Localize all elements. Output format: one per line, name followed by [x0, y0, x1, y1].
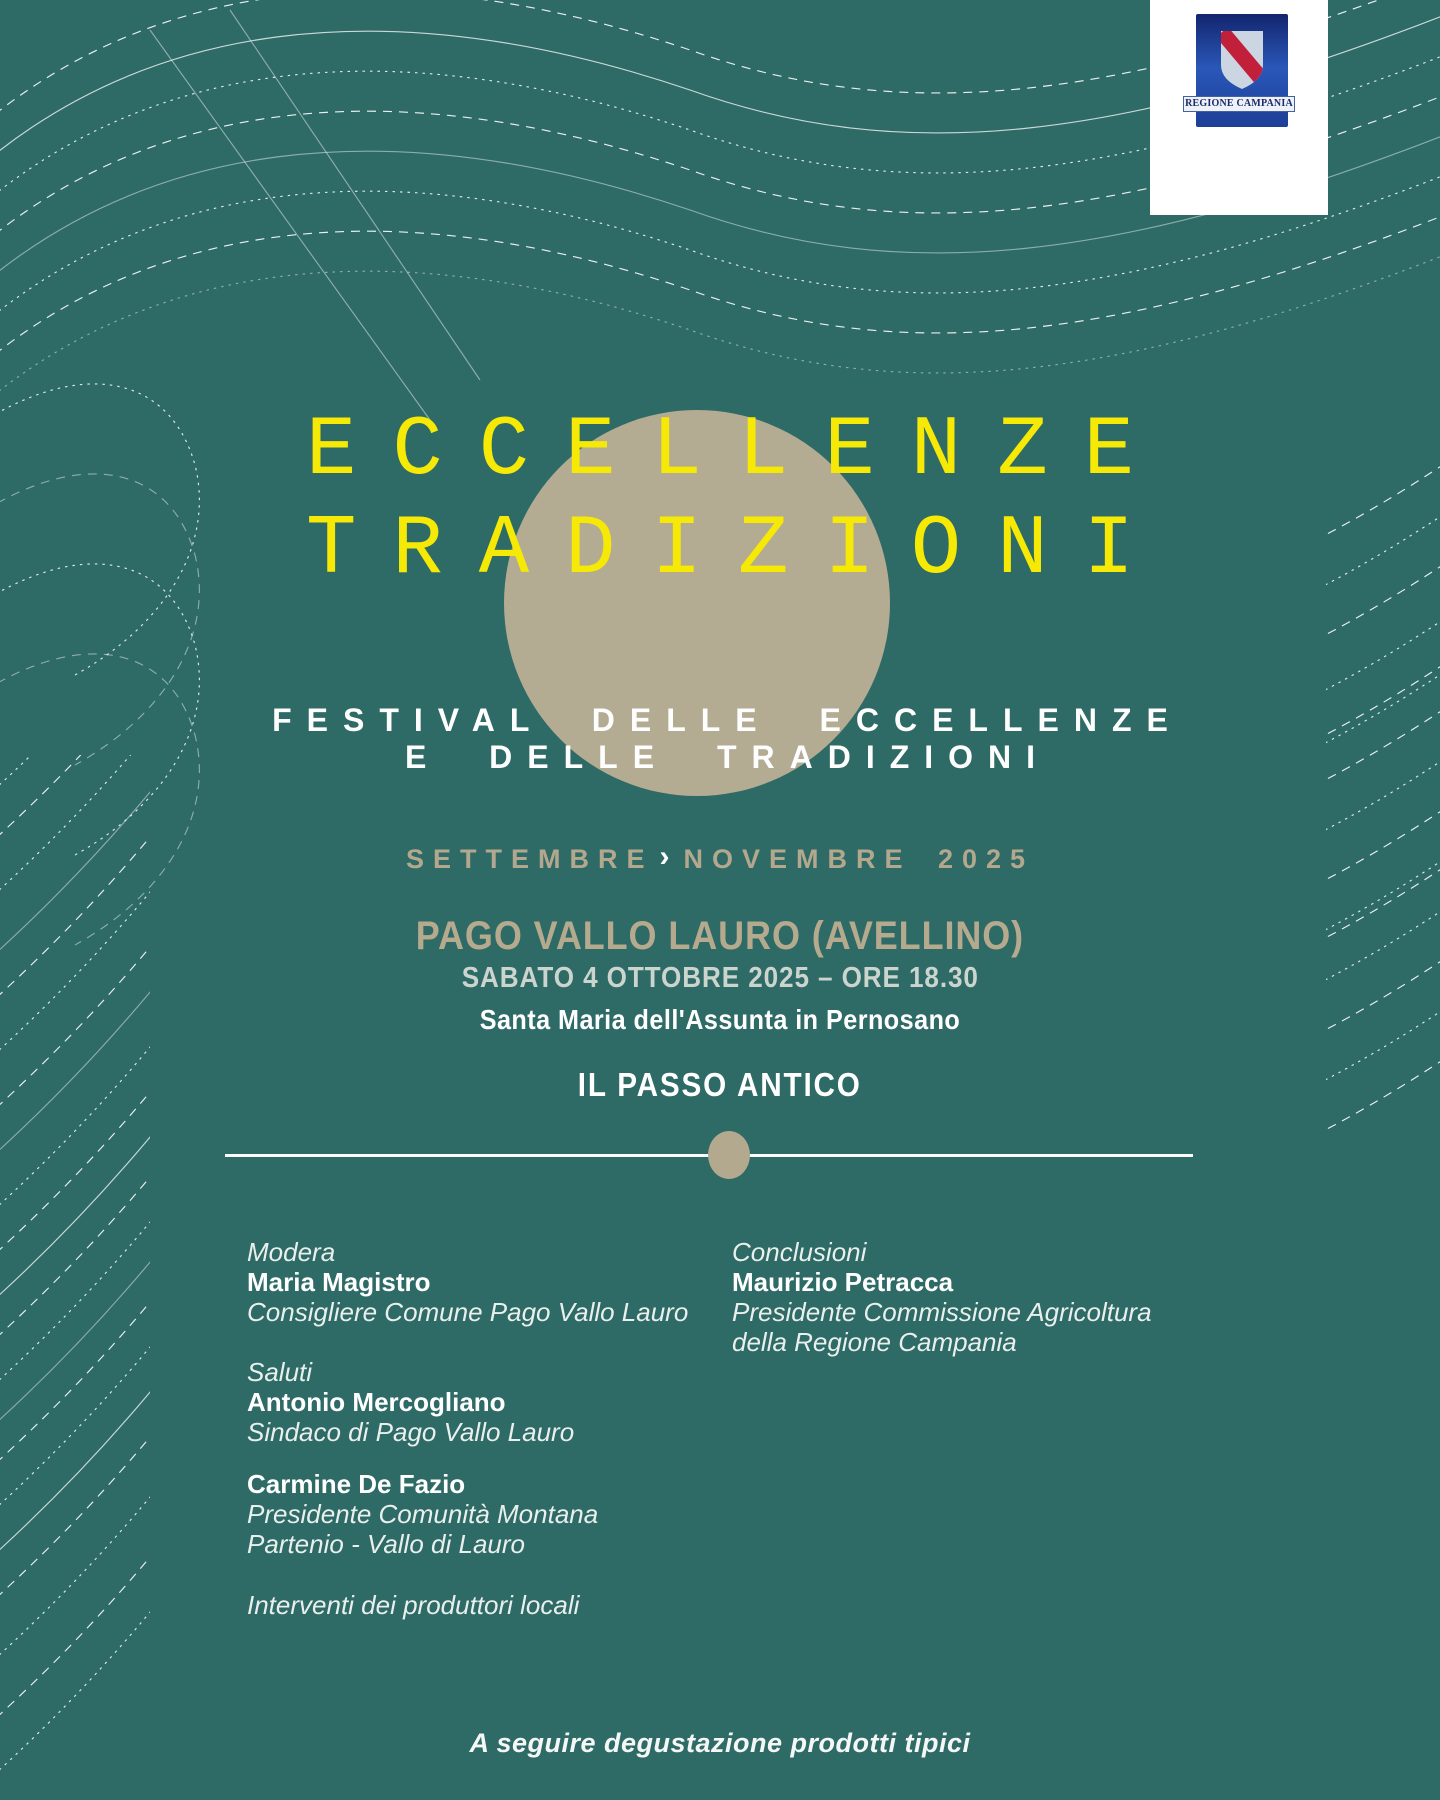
program-title: Presidente Commissione Agricoltura — [732, 1297, 1152, 1327]
program-title: della Regione Campania — [732, 1327, 1017, 1357]
program-entry-conclusioni — [732, 1237, 1212, 1357]
program-right-column — [732, 1237, 1212, 1357]
program-role: Conclusioni — [732, 1237, 867, 1267]
regione-campania-logo — [1150, 0, 1328, 215]
program-title: Consigliere Comune Pago Vallo Lauro — [247, 1297, 689, 1327]
chevron-right-icon: › — [659, 840, 670, 873]
event-location: PAGO VALLO LAURO (AVELLINO) — [415, 914, 1025, 958]
divider-dot — [708, 1131, 750, 1179]
date-range — [0, 842, 1440, 876]
festival-subtitle — [0, 702, 1440, 776]
program-entry-interventi — [247, 1590, 717, 1620]
program-title: Interventi dei produttori locali — [247, 1590, 580, 1620]
program-name: Maria Magistro — [247, 1267, 431, 1297]
date-range-from: SETTEMBRE — [405, 844, 654, 874]
poster-title — [0, 402, 1440, 600]
program-left-column — [247, 1237, 717, 1620]
program-entry-modera — [247, 1237, 717, 1327]
event-name: IL PASSO ANTICO — [578, 1066, 862, 1103]
program-entry-saluti — [247, 1357, 717, 1447]
event-datetime: SABATO 4 OTTOBRE 2025 – ORE 18.30 — [461, 962, 979, 994]
program-role: Modera — [247, 1237, 336, 1267]
program-name: Antonio Mercogliano — [247, 1387, 506, 1417]
program-title: Sindaco di Pago Vallo Lauro — [247, 1417, 575, 1447]
campania-shield-icon — [1218, 29, 1266, 91]
program-entry-defazio — [247, 1469, 717, 1559]
program-title: Partenio - Vallo di Lauro — [247, 1529, 525, 1559]
event-venue: Santa Maria dell'Assunta in Pernosano — [479, 1004, 961, 1035]
program-title: Presidente Comunità Montana — [247, 1499, 599, 1529]
logo-label: REGIONE CAMPANIA — [1183, 96, 1295, 112]
program-name: Carmine De Fazio — [247, 1469, 466, 1499]
footer-note: A seguire degustazione prodotti tipici — [469, 1728, 971, 1758]
program-name: Maurizio Petracca — [732, 1267, 954, 1297]
date-range-to: NOVEMBRE 2025 — [683, 844, 1035, 874]
festival-subtitle-line1: FESTIVAL DELLE ECCELLENZE — [272, 702, 1183, 738]
poster-title-line2: TRADIZIONI — [305, 503, 1171, 598]
festival-subtitle-line2: E DELLE TRADIZIONI — [404, 739, 1051, 775]
program-role: Saluti — [247, 1357, 313, 1387]
poster-title-line1: ECCELLENZE — [305, 404, 1171, 499]
